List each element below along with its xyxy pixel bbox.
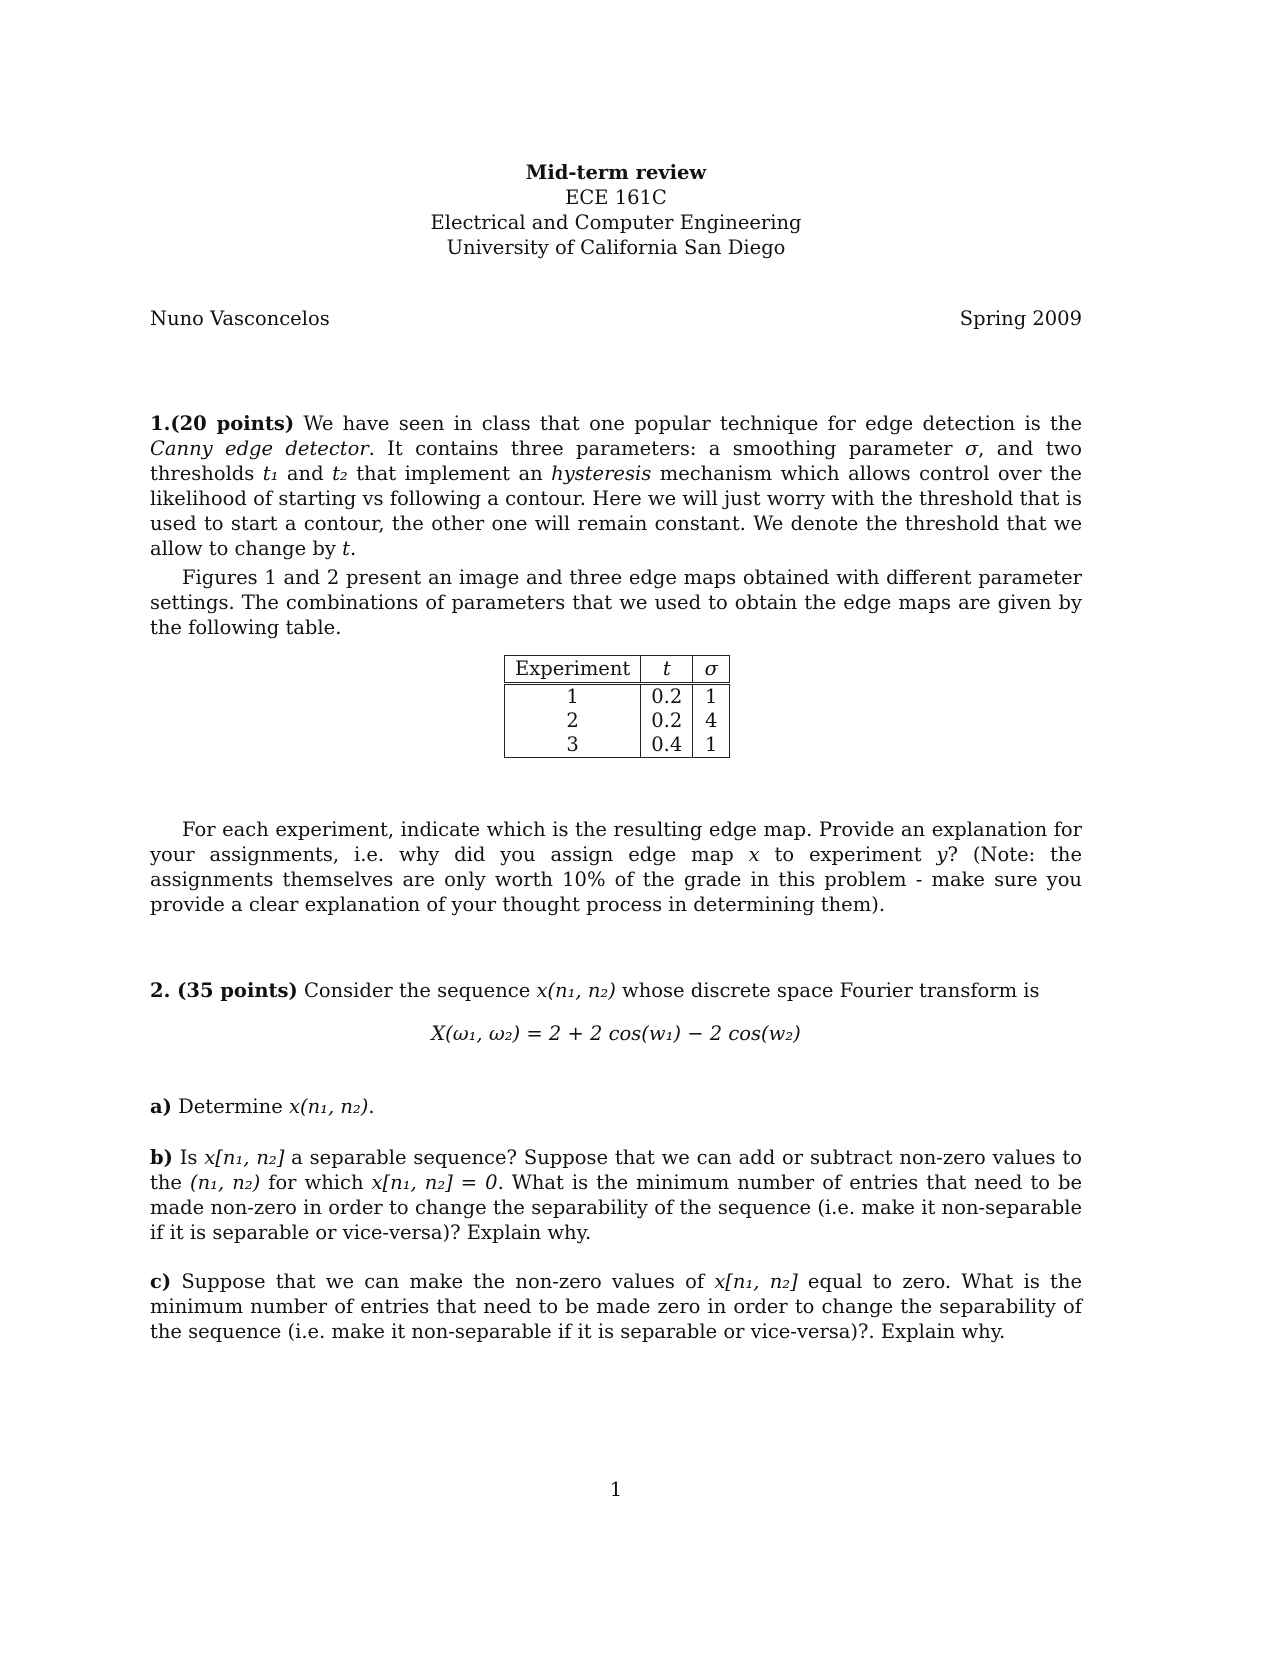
sequence-symbol: x[n₁, n₂] — [714, 1270, 798, 1293]
text-run: a separable sequence? Suppose that we can add or subtract non-zero values to the — [150, 1146, 1082, 1194]
university-name: University of California San Diego — [446, 236, 786, 259]
problem-1-intro — [150, 411, 1082, 561]
table-cell: 1 — [693, 684, 730, 710]
author-name: Nuno Vasconcelos — [150, 307, 330, 330]
x-symbol: x — [748, 843, 760, 866]
text-run: mechanism which allows control over the likelihood of starting vs following a contour. Here we will just worry with the threshold that is used to start a contour, the other one will remain constant. We denote the threshold that we allow to change by — [150, 462, 1082, 560]
table-cell: 1 — [505, 684, 641, 710]
department-name: Electrical and Computer Engineering — [430, 211, 802, 234]
t1-symbol: t₁ — [262, 462, 279, 485]
problem-1-label: 1.(20 points) — [150, 412, 295, 435]
table-cell: 0.2 — [641, 709, 693, 733]
sequence-symbol: x[n₁, n₂] — [204, 1146, 285, 1169]
sigma-symbol: σ — [964, 437, 979, 460]
text-run: Is — [172, 1146, 205, 1169]
text-run: for which — [260, 1171, 372, 1194]
sequence-symbol: x(n₁, n₂) — [536, 979, 616, 1002]
text-run: whose discrete space Fourier transform is — [615, 979, 1040, 1002]
table-cell: 0.4 — [641, 733, 693, 758]
text-run: For each experiment, indicate which is the resulting edge map. Provide an explanation for your assignments, i.e. why did you assign edge map — [150, 818, 1082, 866]
text-run: and — [278, 462, 333, 485]
table-cell: 4 — [693, 709, 730, 733]
page-number: 1 — [609, 1478, 623, 1501]
table-header-t: t — [641, 656, 693, 684]
text-run: Suppose that we can make the non-zero values of — [171, 1270, 715, 1293]
text-run: , and two thresholds — [150, 437, 1082, 485]
table-header-sigma: σ — [693, 656, 730, 684]
text-run: Consider the sequence — [297, 979, 537, 1002]
problem-2a — [150, 1094, 1082, 1119]
problem-1-question — [150, 817, 1082, 917]
text-run: . — [349, 537, 357, 560]
problem-1-figures-text: Figures 1 and 2 present an image and three edge maps obtained with different parameter settings. The combinations of parameters that we used to obtain the edge maps are given by the following table. — [150, 566, 1082, 639]
text-run: Determine — [171, 1095, 289, 1118]
text-run: . — [368, 1095, 375, 1118]
y-symbol: y — [936, 843, 948, 866]
problem-2c — [150, 1269, 1082, 1344]
problem-2b — [150, 1145, 1082, 1245]
sequence-zero-symbol: x[n₁, n₂] = 0 — [371, 1171, 498, 1194]
part-b-label: b) — [150, 1146, 173, 1169]
sequence-symbol: x(n₁, n₂) — [288, 1095, 369, 1118]
table-row — [505, 709, 730, 733]
table-header-row — [505, 656, 730, 684]
problem-2-label: 2. (35 points) — [150, 979, 298, 1002]
table-row — [505, 733, 730, 758]
term-label: Spring 2009 — [959, 307, 1082, 330]
t2-symbol: t₂ — [332, 462, 348, 485]
table-cell: 1 — [693, 733, 730, 758]
text-run: We have seen in class that one popular technique for edge detection is the — [294, 412, 1082, 435]
document-title: Mid-term review — [525, 161, 707, 184]
text-run: equal to zero. What is the minimum number of entries that need to be made zero in order to change the separability of the sequence (i.e. make it non-separable if it is separable or vice-versa)?. Explain why. — [150, 1270, 1082, 1343]
text-run: that implement an — [347, 462, 552, 485]
text-run: ? (Note: the assignments themselves are only worth 10% of the grade in this problem - make sure you provide a clear explanation of your thought process in determining them). — [150, 843, 1082, 916]
text-run: . What is the minimum number of entries that need to be made non-zero in order to change the separability of the sequence (i.e. make it non-separable if it is separable or vice-versa)? Explain why. — [150, 1171, 1082, 1244]
parameter-table — [504, 655, 730, 758]
table-row — [505, 684, 730, 710]
table-cell: 3 — [505, 733, 641, 758]
canny-term: Canny edge detector — [150, 437, 369, 460]
index-pair-symbol: (n₁, n₂) — [189, 1171, 261, 1194]
fourier-formula: X(ω₁, ω₂) = 2 + 2 cos(w₁) − 2 cos(w₂) — [431, 1022, 801, 1045]
hysteresis-term: hysteresis — [551, 462, 652, 485]
table-header-experiment: Experiment — [505, 656, 641, 684]
t-symbol: t — [342, 537, 350, 560]
table-cell: 2 — [505, 709, 641, 733]
course-code: ECE 161C — [565, 186, 667, 209]
part-c-label: c) — [150, 1270, 172, 1293]
title-block — [0, 160, 1232, 260]
table-cell: 0.2 — [641, 684, 693, 710]
text-run: . It contains three parameters: a smoothing parameter — [368, 437, 965, 460]
text-run: to experiment — [759, 843, 937, 866]
problem-2-intro — [150, 978, 1082, 1003]
part-a-label: a) — [150, 1095, 172, 1118]
